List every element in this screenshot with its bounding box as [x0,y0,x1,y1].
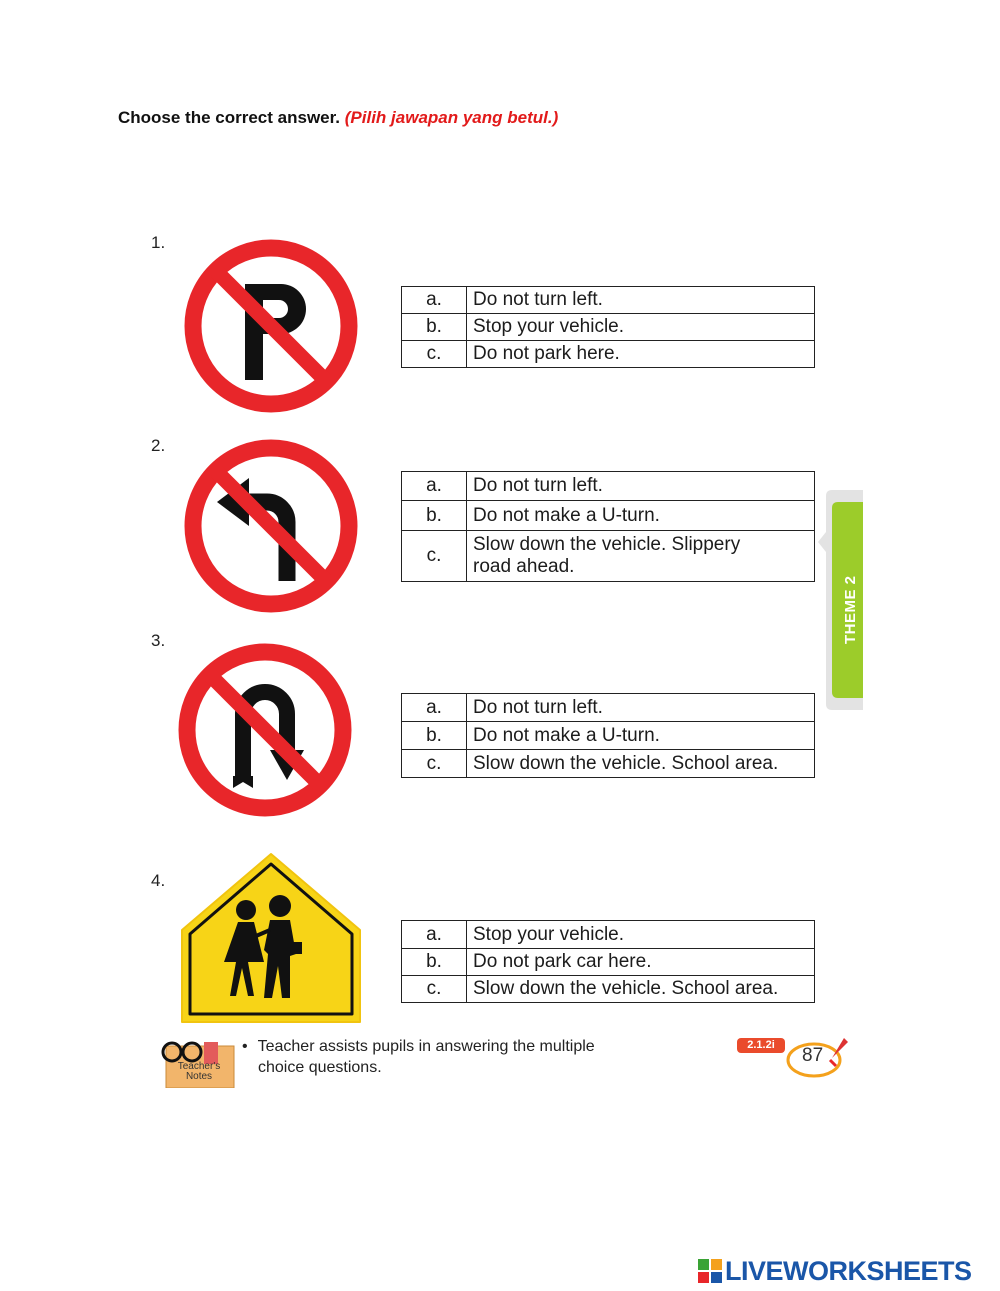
option-text: Do not turn left. [467,694,815,722]
option-text: Slow down the vehicle. Slippery road ahead. [467,531,815,582]
no-parking-sign-icon [183,238,359,414]
option-letter: c. [402,341,467,368]
option-text: Do not park here. [467,341,815,368]
question-3-number: 3. [151,631,166,650]
option-text: Slow down the vehicle. School area. [467,976,815,1003]
page-number: 87 [802,1045,824,1066]
question-4-option-a[interactable] [402,921,815,949]
option-letter: a. [402,921,467,949]
option-letter: b. [402,949,467,976]
bullet: • [242,1038,248,1055]
curriculum-code-badge: 2.1.2i [737,1038,785,1053]
option-text: Stop your vehicle. [467,921,815,949]
question-3-options [401,693,815,778]
option-letter: a. [402,472,467,501]
question-3-option-b[interactable] [402,722,815,750]
option-letter: a. [402,694,467,722]
question-4-options [401,920,815,1003]
question-2-option-b[interactable] [402,501,815,531]
no-left-turn-sign-icon [183,438,359,614]
question-1-option-a[interactable] [402,287,815,314]
question-1-option-c[interactable] [402,341,815,368]
option-letter: b. [402,722,467,750]
school-crossing-sign-icon [178,850,364,1030]
question-4-number: 4. [151,871,166,890]
option-letter: b. [402,314,467,341]
option-text: Do not make a U-turn. [467,722,815,750]
option-text: Slow down the vehicle. School area. [467,750,815,778]
question-2-option-a[interactable] [402,472,815,501]
question-4-option-b[interactable] [402,949,815,976]
no-u-turn-sign-icon [177,642,353,818]
instruction [118,108,558,128]
instruction-en: Choose the correct answer. [118,108,341,127]
instruction-ms: (Pilih jawapan yang betul.) [344,108,559,127]
teachers-notes-line-2: choice questions. [258,1059,382,1076]
question-4-option-c[interactable] [402,976,815,1003]
question-2-number: 2. [151,436,166,455]
question-3-option-c[interactable] [402,750,815,778]
teachers-notes-text [242,1036,595,1078]
option-text: Do not make a U-turn. [467,501,815,531]
option-text: Do not turn left. [467,287,815,314]
question-2-option-c[interactable] [402,531,815,582]
theme-label: THEME 2 [842,575,859,645]
question-1-number: 1. [151,233,166,252]
option-letter: c. [402,976,467,1003]
option-text: Do not turn left. [467,472,815,501]
option-letter: a. [402,287,467,314]
question-1-options [401,286,815,368]
question-1-option-b[interactable] [402,314,815,341]
option-letter: c. [402,750,467,778]
option-text: Stop your vehicle. [467,314,815,341]
liveworksheets-logo-icon [698,1259,722,1283]
teachers-notes-line-1: Teacher assists pupils in answering the multiple [257,1038,595,1055]
brand-text: LIVEWORKSHEETS [725,1255,972,1286]
option-letter: b. [402,501,467,531]
teachers-notes-label: Teacher's Notes [177,1061,221,1082]
question-2-options [401,471,815,582]
option-text: Do not park car here. [467,949,815,976]
option-letter: c. [402,531,467,582]
question-3-option-a[interactable] [402,694,815,722]
liveworksheets-brand[interactable] [698,1256,972,1286]
